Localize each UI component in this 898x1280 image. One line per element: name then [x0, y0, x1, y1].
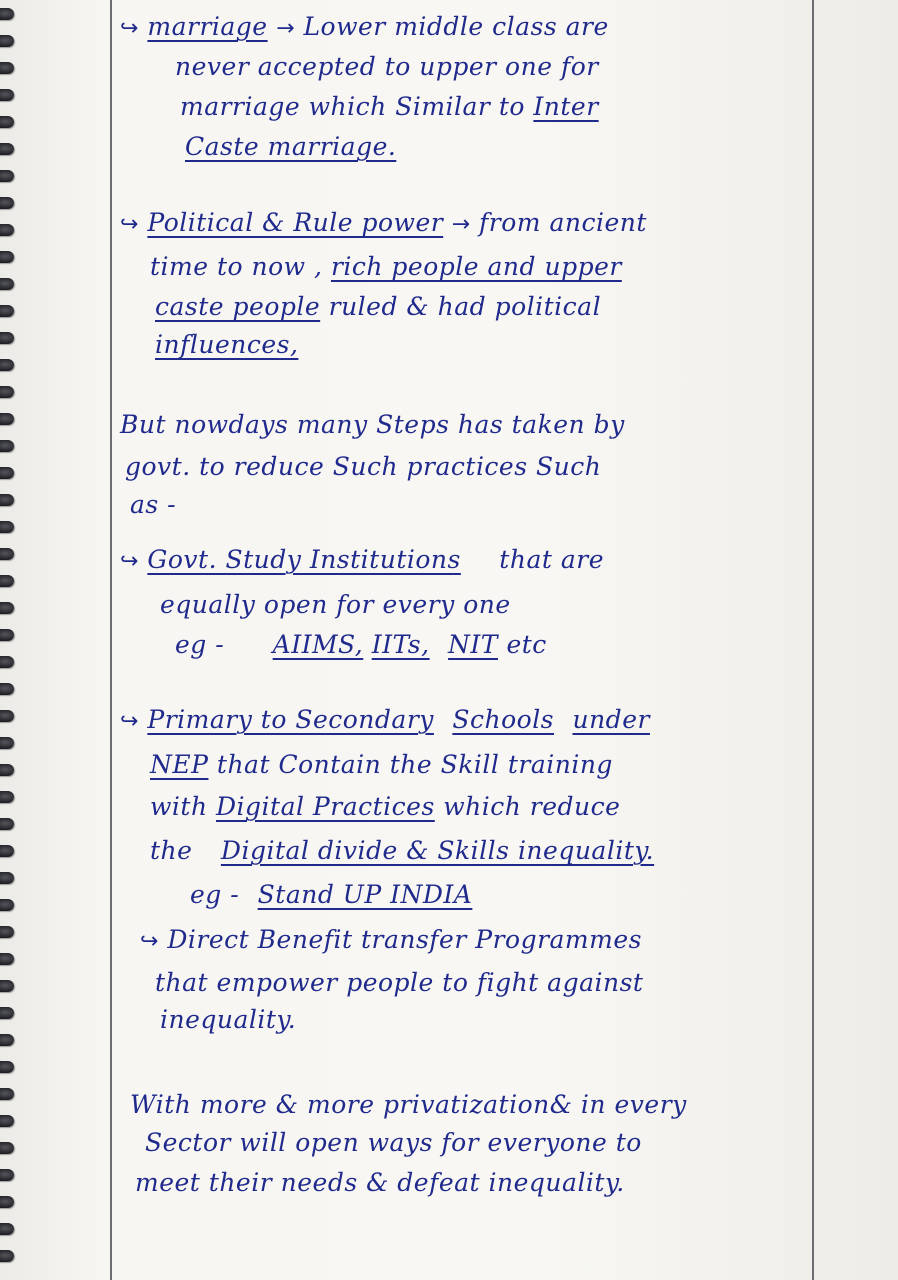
spiral-ring — [0, 602, 14, 614]
spiral-ring — [0, 683, 14, 695]
spiral-ring — [0, 413, 14, 425]
spiral-ring — [0, 791, 14, 803]
spiral-ring — [0, 278, 14, 290]
note-line: ↪ Primary to Secondary Schools under — [120, 705, 650, 734]
note-line: marriage which Similar to Inter — [180, 92, 599, 121]
spiral-ring — [0, 359, 14, 371]
spiral-ring — [0, 1223, 14, 1235]
note-line: time to now , rich people and upper — [150, 252, 622, 281]
spiral-ring — [0, 980, 14, 992]
note-line: equally open for every one — [160, 590, 511, 619]
spiral-ring — [0, 1088, 14, 1100]
note-line: eg - Stand UP INDIA — [190, 880, 473, 909]
note-line: But nowdays many Steps has taken by — [120, 410, 625, 439]
spiral-ring — [0, 1142, 14, 1154]
spiral-ring — [0, 1061, 14, 1073]
note-line: inequality. — [160, 1005, 297, 1034]
spiral-ring — [0, 1196, 14, 1208]
spiral-ring — [0, 89, 14, 101]
spiral-ring — [0, 170, 14, 182]
spiral-ring — [0, 845, 14, 857]
note-line: With more & more privatization& in every — [130, 1090, 687, 1119]
note-line: never accepted to upper one for — [175, 52, 599, 81]
spiral-ring — [0, 737, 14, 749]
spiral-ring — [0, 656, 14, 668]
note-line: Sector will open ways for everyone to — [145, 1128, 642, 1157]
note-line: the Digital divide & Skills inequality. — [150, 836, 655, 865]
note-line: with Digital Practices which reduce — [150, 792, 621, 821]
note-line: meet their needs & defeat inequality. — [135, 1168, 625, 1197]
note-line: eg - AIIMS, IITs, NIT etc — [175, 630, 547, 659]
spiral-ring — [0, 629, 14, 641]
note-line: influences, — [155, 330, 299, 359]
note-line: Caste marriage. — [185, 132, 397, 161]
spiral-ring — [0, 332, 14, 344]
arrow-icon: ↪ — [140, 929, 159, 954]
arrow-icon: → — [276, 16, 295, 41]
spiral-ring — [0, 386, 14, 398]
spiral-ring — [0, 467, 14, 479]
arrow-icon: → — [451, 212, 471, 237]
spiral-ring — [0, 116, 14, 128]
spiral-ring — [0, 953, 14, 965]
arrow-icon: ↪ — [120, 212, 139, 237]
left-margin-line — [110, 0, 112, 1280]
spiral-ring — [0, 1250, 14, 1262]
note-line: NEP that Contain the Skill training — [150, 750, 613, 779]
spiral-ring — [0, 197, 14, 209]
spiral-ring — [0, 1007, 14, 1019]
arrow-icon: ↪ — [120, 709, 139, 734]
arrow-icon: ↪ — [120, 549, 139, 574]
spiral-ring — [0, 818, 14, 830]
spiral-ring — [0, 143, 14, 155]
spiral-ring — [0, 1169, 14, 1181]
spiral-ring — [0, 926, 14, 938]
spiral-ring — [0, 62, 14, 74]
spiral-ring — [0, 224, 14, 236]
note-line: ↪ marriage → Lower middle class are — [120, 12, 609, 41]
spiral-ring — [0, 251, 14, 263]
note-line: as - — [130, 490, 177, 519]
note-line: ↪ Direct Benefit transfer Programmes — [140, 925, 642, 954]
note-line: caste people ruled & had political — [155, 292, 602, 321]
spiral-ring — [0, 1034, 14, 1046]
note-line: govt. to reduce Such practices Such — [125, 452, 602, 481]
spiral-ring — [0, 899, 14, 911]
note-line: that empower people to fight against — [155, 968, 644, 997]
spiral-ring — [0, 548, 14, 560]
right-margin-line — [812, 0, 814, 1280]
spiral-ring — [0, 440, 14, 452]
spiral-ring — [0, 764, 14, 776]
spiral-ring — [0, 872, 14, 884]
spiral-ring — [0, 494, 14, 506]
arrow-icon: ↪ — [120, 16, 139, 41]
spiral-binding — [0, 0, 22, 1280]
spiral-ring — [0, 575, 14, 587]
note-line: ↪ Govt. Study Institutions that are — [120, 545, 604, 574]
spiral-ring — [0, 8, 14, 20]
note-line: ↪ Political & Rule power → from ancient — [120, 208, 647, 237]
spiral-ring — [0, 521, 14, 533]
spiral-ring — [0, 305, 14, 317]
spiral-ring — [0, 710, 14, 722]
spiral-ring — [0, 35, 14, 47]
spiral-ring — [0, 1115, 14, 1127]
